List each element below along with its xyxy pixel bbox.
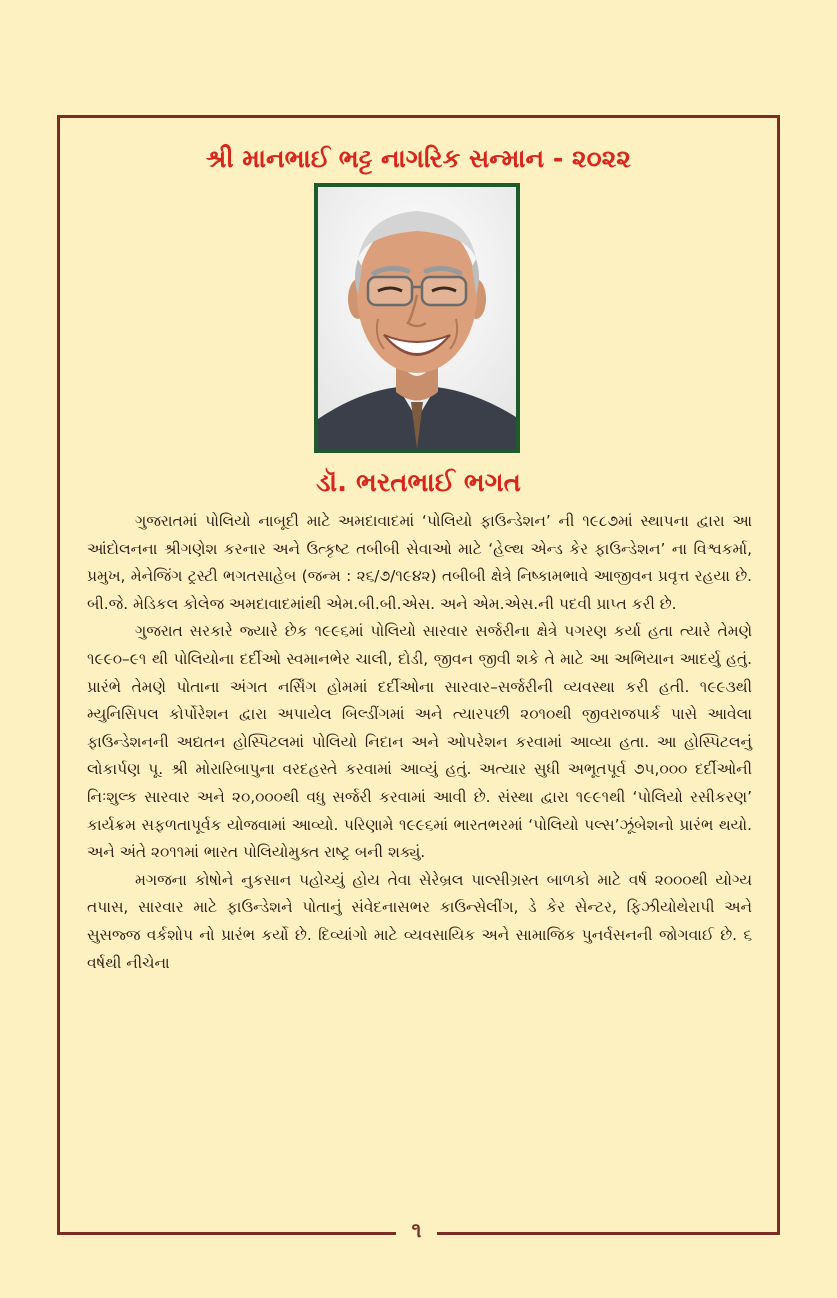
- honoree-name: ડૉ. ભરતભાઈ ભગત: [316, 468, 521, 498]
- portrait-image: [318, 187, 516, 449]
- footer-rule-right: [437, 1232, 780, 1235]
- award-title: શ્રી માનભાઈ ભટ્ટ નાગરિક સન્માન - ૨૦૨૨: [206, 144, 631, 173]
- honoree-portrait: [314, 183, 520, 453]
- paragraph: ગુજરાતમાં પોલિયો નાબૂદી માટે અમદાવાદમાં ‘પોલિયો ફાઉન્ડેશન’ ની ૧૯૮૭માં સ્થાપના દ્વારા આ આંદોલનના શ્રીગણેશ કરનાર અને ઉત્કૃષ્ટ તબીબી સેવાઓ માટે ‘હેલ્થ એન્ડ કેર ફાઉન્ડેશન’ ના વિશ્વકર્મા, પ્રમુખ, મેનેજિંગ ટ્રસ્ટી ભગતસાહેબ (જન્મ : ૨૬/૭/૧૯૪૨) તબીબી ક્ષેત્રે નિષ્કામભાવે આજીવન પ્રવૃત્ત રહયા છે. બી.જે. મેડિકલ કોલેજ અમદાવાદમાંથી એમ.બી.બી.એસ. અને એમ.એસ.ની પદવી પ્રાપ્ત કરી છે.: [87, 512, 752, 613]
- footer-rule-left: [57, 1232, 396, 1235]
- paragraph: મગજના કોષોને નુકસાન પહોચ્યું હોય તેવા સેરેબ્રલ પાલ્સીગ્રસ્ત બાળકો માટે વર્ષ ૨૦૦૦થી યોગ્ય તપાસ, સારવાર માટે ફાઉન્ડેશને પોતાનું સંવેદનાસભર કાઉન્સેલીંગ, ડે કેર સેન્ટર, ફિઝીયોથેરાપી અને સુસજ્જ વર્કશોપ નો પ્રારંભ કર્યો છે. દિવ્યાંગો માટે વ્યવસાયિક અને સામાજિક પુનર્વસનની જોગવાઈ છે. ૬ વર્ષથી નીચેના: [87, 870, 752, 972]
- paragraph: ગુજરાત સરકારે જ્યારે છેક ૧૯૯૬માં પોલિયો સારવાર સર્જરીના ક્ષેત્રે પગરણ કર્યા હતા ત્યારે તેમણે ૧૯૯૦–૯૧ થી પોલિયોના દર્દીઓ સ્વમાનભેર ચાલી, દોડી, જીવન જીવી શકે તે માટે આ અભિયાન આદર્યુ હતું. પ્રારંભે તેમણે પોતાના અંગત નર્સિંગ હોમમાં દર્દીઓના સારવાર–સર્જરીની વ્યવસ્થા કરી હતી. ૧૯૯૩થી મ્યુનિસિપલ કોર્પોરેશન દ્વારા અપાયેલ બિલ્ડીંગમાં અને ત્યારપછી ૨૦૧૦થી જીવરાજપાર્ક પાસે આવેલા ફાઉન્ડેશનની અદ્યતન હોસ્પિટલમાં પોલિયો નિદાન અને ઓપરેશન કરવામાં આવ્યા હતા. આ હોસ્પિટલનું લોકાર્પણ પૂ. શ્રી મોરારિબાપુના વરદહસ્તે કરવામાં આવ્યું હતું. અત્યાર સુધી અભૂતપૂર્વ ૭૫,૦૦૦ દર્દીઓની નિઃશુલ્ક સારવાર અને ૨૦,૦૦૦થી વધુ સર્જરી કરવામાં આવી છે. સંસ્થા દ્વારા ૧૯૯૧થી ‘પોલિયો રસીકરણ’ કાર્યક્રમ સફળતાપૂર્વક યોજવામાં આવ્યો. પરિણામે ૧૯૯૬માં ભારતભરમાં ‘પોલિયો પલ્સ’ઝૂંબેશનો પ્રારંભ થયો. અને અંતે ૨૦૧૧માં ભારત પોલિયોમુક્ત રાષ્ટ્ર બની શક્યું.: [87, 622, 752, 862]
- page-number: ૧: [411, 1218, 422, 1242]
- article-body: [87, 508, 752, 977]
